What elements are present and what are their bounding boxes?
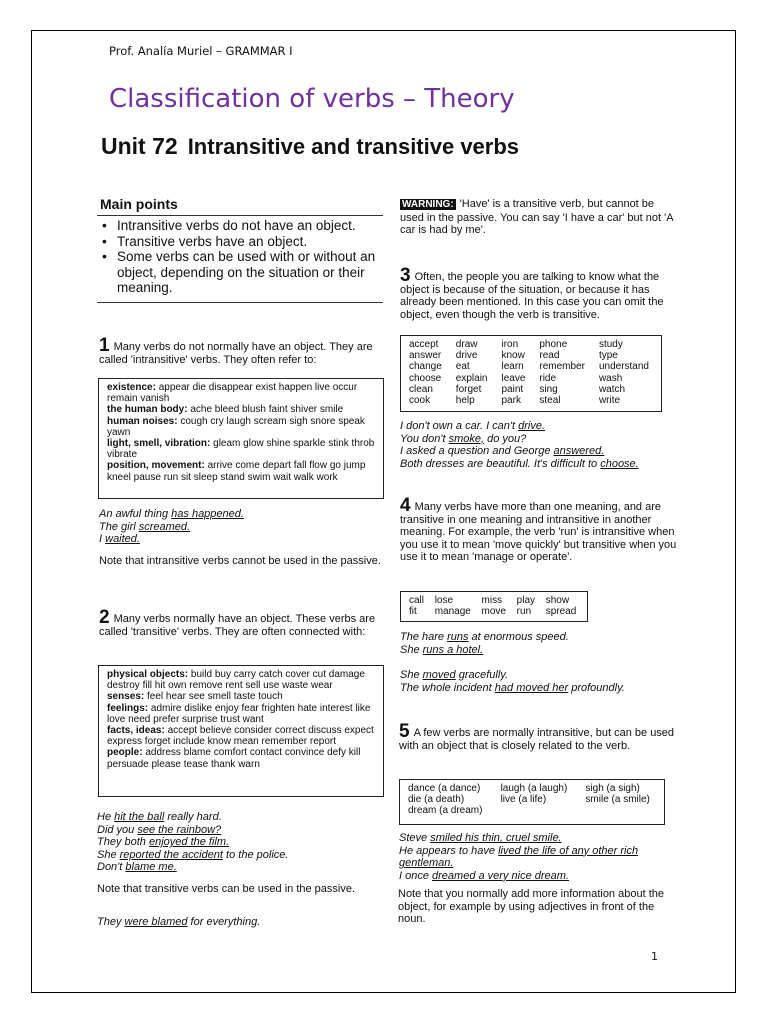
section-2-text: 2 Many verbs normally have an object. These verbs are called 'transitive' verbs. They are often connected with:: [99, 607, 376, 638]
section-3-text: 3 Often, the people you are talking to know what the object is because of the situation, or because it has already been mentioned. In this case you can omit the object, even though the verb is transitive.: [400, 265, 664, 321]
example-sentence: An awful thing has happened.: [99, 508, 244, 520]
example-sentence: He appears to have lived the life of any other rich gentleman.: [399, 844, 639, 870]
verb-cell: [585, 805, 656, 816]
section-5-note: Note that you normally add more information about the object, for example by using adjectives in front of the noun.: [398, 888, 664, 925]
verb-cell: play: [516, 595, 536, 606]
divider: [97, 215, 383, 216]
verb-cell: know: [501, 350, 525, 362]
main-point: • Transitive verbs have an object.: [101, 234, 387, 250]
verb-cell: help: [455, 395, 475, 407]
intransitive-verbs-box: [98, 378, 384, 499]
box-entry: facts, ideas: accept believe consider correct discuss expect express forget include know mean remember report: [107, 725, 374, 748]
box-entry: physical objects: build buy carry catch cover cut damage destroy fill hit own remove rent sell use waste wear: [107, 669, 365, 692]
section-number: 5: [399, 721, 410, 742]
example-sentence: She moved gracefully.: [400, 669, 509, 681]
verb-cell: ride: [539, 372, 557, 384]
verb-cell: learn: [501, 361, 524, 373]
verb-cell: forget: [455, 383, 482, 395]
unit-number: Unit 72: [101, 133, 178, 159]
verb-cell: drive: [455, 350, 478, 362]
section-number: 4: [400, 495, 411, 516]
section-3-examples: [400, 420, 639, 470]
box-entry: people: address blame comfort contact convince defy kill persuade please tease thank warn: [107, 747, 361, 770]
verb-cell: call: [409, 595, 425, 606]
example-sentence: I asked a question and George answered.: [400, 445, 605, 458]
main-points-list: [101, 218, 387, 296]
example-sentence: You don't smoke, do you?: [400, 432, 527, 445]
transitive-verbs-box: [98, 665, 384, 797]
author-header: Prof. Analía Muriel – GRAMMAR I: [109, 44, 293, 58]
verb-cell: eat: [455, 361, 470, 373]
box-entry: senses: feel hear see smell taste touch: [107, 691, 283, 703]
verb-cell: steal: [539, 395, 561, 407]
verb-cell: change: [409, 361, 442, 373]
verb-grid: [408, 783, 656, 817]
main-point: • Some verbs can be used with or without an object, depending on the situation or their meaning.: [101, 249, 387, 296]
dual-meaning-verbs-box: [400, 591, 588, 622]
verb-cell: study: [598, 339, 623, 350]
example-sentence: Both dresses are beautiful. It's difficult to choose.: [400, 457, 639, 470]
section-2-note: Note that transitive verbs can be used in the passive.: [97, 883, 356, 895]
unit-heading: [101, 133, 519, 160]
verb-cell: fit: [409, 606, 417, 618]
section-4-examples-b: [400, 669, 625, 694]
section-4-examples-a: [400, 631, 569, 656]
box-entry: position, movement: arrive come depart fall flow go jump kneel pause run sit sleep stand swim wait walk work: [107, 460, 366, 483]
example-sentence: I don't own a car. I can't drive.: [400, 420, 546, 432]
section-2-examples: [97, 811, 288, 874]
verb-cell: leave: [501, 372, 526, 384]
verb-cell: draw: [455, 339, 478, 350]
document-title: Classification of verbs – Theory: [109, 84, 515, 114]
section-1-text: 1 Many verbs do not normally have an object. They are called 'intransitive' verbs. They often refer to:: [99, 335, 373, 366]
box-entry: light, smell, vibration: gleam glow shine sparkle stink throb vibrate: [107, 438, 375, 461]
verb-cell: understand: [598, 361, 649, 373]
page-number: 1: [651, 950, 658, 963]
verb-cell: park: [501, 395, 521, 407]
section-number: 3: [400, 265, 411, 286]
verb-cell: wash: [598, 372, 623, 384]
verb-cell: phone: [539, 339, 568, 350]
verb-cell: lose: [434, 595, 454, 606]
verb-cell: die (a death): [408, 794, 465, 806]
example-sentence: He hit the ball really hard.: [97, 811, 222, 823]
example-sentence: The girl screamed.: [99, 520, 191, 533]
section-5-text: 5 A few verbs are normally intransitive, but can be used with an object that is closely related to the verb.: [399, 721, 675, 752]
section-1-note: Note that intransitive verbs cannot be used in the passive.: [99, 555, 381, 567]
cognate-object-verbs-box: [399, 779, 665, 825]
section-4-text: 4 Many verbs have more than one meaning, and are transitive in one meaning and intransitive in another meaning. For example, the verb 'run' is intransitive when you use it to mean 'move quickly' but transitive when you use it to mean 'manage or operate'.: [400, 495, 677, 563]
example-sentence: They both enjoyed the film.: [97, 836, 230, 849]
verb-cell: miss: [481, 595, 503, 606]
verb-grid: [409, 595, 579, 617]
example-sentence: Did you see the rainbow?: [97, 823, 222, 836]
warning-note: WARNING: 'Have' is a transitive verb, but cannot be used in the passive. You can say 'I have a car' but not 'A car is had by me'.: [400, 198, 673, 236]
section-5-examples: [399, 832, 674, 882]
warning-tag: WARNING:: [402, 199, 454, 210]
verb-cell: accept: [409, 339, 439, 350]
verb-cell: spread: [545, 606, 577, 618]
verb-cell: paint: [501, 383, 524, 395]
example-sentence: The hare runs at enormous speed.: [400, 631, 569, 643]
omit-object-verbs-box: [400, 335, 662, 412]
example-sentence: She runs a hotel.: [400, 643, 484, 656]
passive-example: They were blamed for everything.: [97, 916, 261, 928]
verb-cell: choose: [409, 372, 442, 384]
verb-cell: clean: [409, 383, 433, 395]
verb-cell: move: [481, 606, 506, 618]
verb-cell: [501, 805, 574, 816]
example-sentence: Don't blame me.: [97, 861, 177, 874]
main-point: • Intransitive verbs do not have an object.: [101, 218, 387, 234]
verb-cell: iron: [501, 339, 519, 350]
verb-cell: show: [545, 595, 570, 606]
unit-title: Intransitive and transitive verbs: [187, 134, 520, 159]
example-sentence: She reported the accident to the police.: [97, 848, 289, 861]
verb-cell: read: [539, 350, 560, 362]
section-number: 1: [99, 335, 110, 356]
verb-cell: dance (a dance): [408, 783, 481, 794]
verb-cell: run: [516, 606, 532, 618]
example-sentence: Steve smiled his thin, cruel smile.: [399, 832, 562, 844]
verb-cell: type: [598, 350, 618, 362]
verb-cell: write: [598, 395, 621, 407]
verb-cell: dream (a dream): [408, 805, 483, 817]
verb-grid: [409, 339, 653, 406]
verb-cell: remember: [539, 361, 585, 373]
verb-cell: smile (a smile): [585, 794, 650, 806]
example-sentence: I waited.: [99, 533, 140, 546]
verb-cell: watch: [598, 383, 626, 395]
verb-cell: sing: [539, 383, 558, 395]
section-number: 2: [99, 607, 110, 628]
main-points-heading: Main points: [100, 196, 178, 212]
verb-cell: manage: [434, 606, 471, 618]
divider: [97, 302, 383, 303]
box-entry: human noises: cough cry laugh scream sigh snore speak yawn: [107, 415, 365, 438]
verb-cell: answer: [409, 350, 442, 362]
verb-cell: live (a life): [500, 794, 547, 806]
box-entry: the human body: ache bleed blush faint shiver smile: [107, 404, 344, 416]
verb-cell: explain: [455, 372, 488, 384]
example-sentence: The whole incident had moved her profoundly.: [400, 681, 625, 694]
box-entry: existence: appear die disappear exist happen live occur remain vanish: [107, 382, 358, 405]
example-sentence: I once dreamed a very nice dream.: [399, 869, 569, 882]
section-1-examples: [99, 508, 244, 546]
verb-cell: cook: [409, 395, 431, 407]
verb-cell: laugh (a laugh): [500, 783, 568, 794]
verb-cell: sigh (a sigh): [585, 783, 640, 794]
box-entry: feelings: admire dislike enjoy fear frighten hate interest like love need prefer surprise trust want: [107, 702, 371, 725]
